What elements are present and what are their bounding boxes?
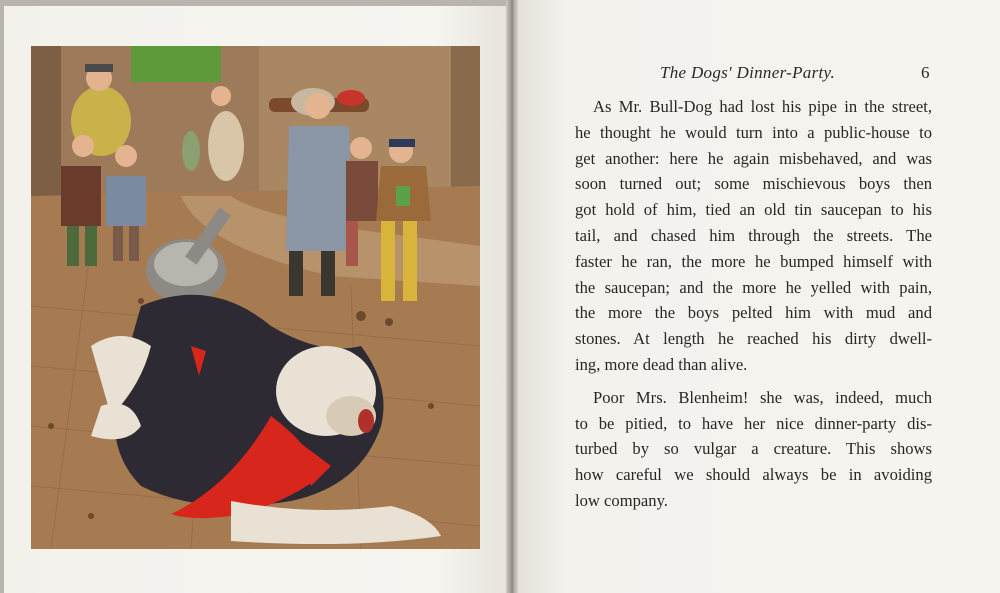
text-line: faster he ran, the more he bumped himself with [575,251,932,271]
text-line: got hold of him, tied an old tin saucepan to his [575,200,932,220]
text-line: stones. At length he reached his dirty dwell- [575,329,932,349]
text-line: turbed by so vulgar a creature. This shows [575,439,932,459]
paragraph-1 [575,94,932,378]
color-plate-illustration [31,46,480,549]
text-line: soon turned out; some mischievous boys then [575,174,932,194]
paragraph-2 [575,385,932,514]
text-line: As Mr. Bull-Dog had lost his pipe in the street, [593,97,932,116]
illustration-svg [31,46,480,549]
text-line: he thought he would turn into a public-house to [575,122,932,142]
text-line: tail, and chased him through the streets. The [575,225,932,245]
text-line: Poor Mrs. Blenheim! she was, indeed, much [593,387,932,407]
page-number: 6 [921,63,930,82]
text-line: to be pitied, to have her nice dinner-party dis- [575,413,932,433]
text-line: the more the boys pelted him with mud and [575,303,932,323]
text-line: ing, more dead than alive. [575,354,748,374]
running-title: The Dogs' Dinner-Party. [660,63,835,82]
text-line: the saucepan; and the more he yelled with pain, [575,277,932,297]
text-line: get another: here he again misbehaved, and was [575,148,932,168]
body-text [575,94,932,521]
text-line: low company. [575,490,668,510]
text-line: how careful we should always be in avoiding [575,465,932,485]
